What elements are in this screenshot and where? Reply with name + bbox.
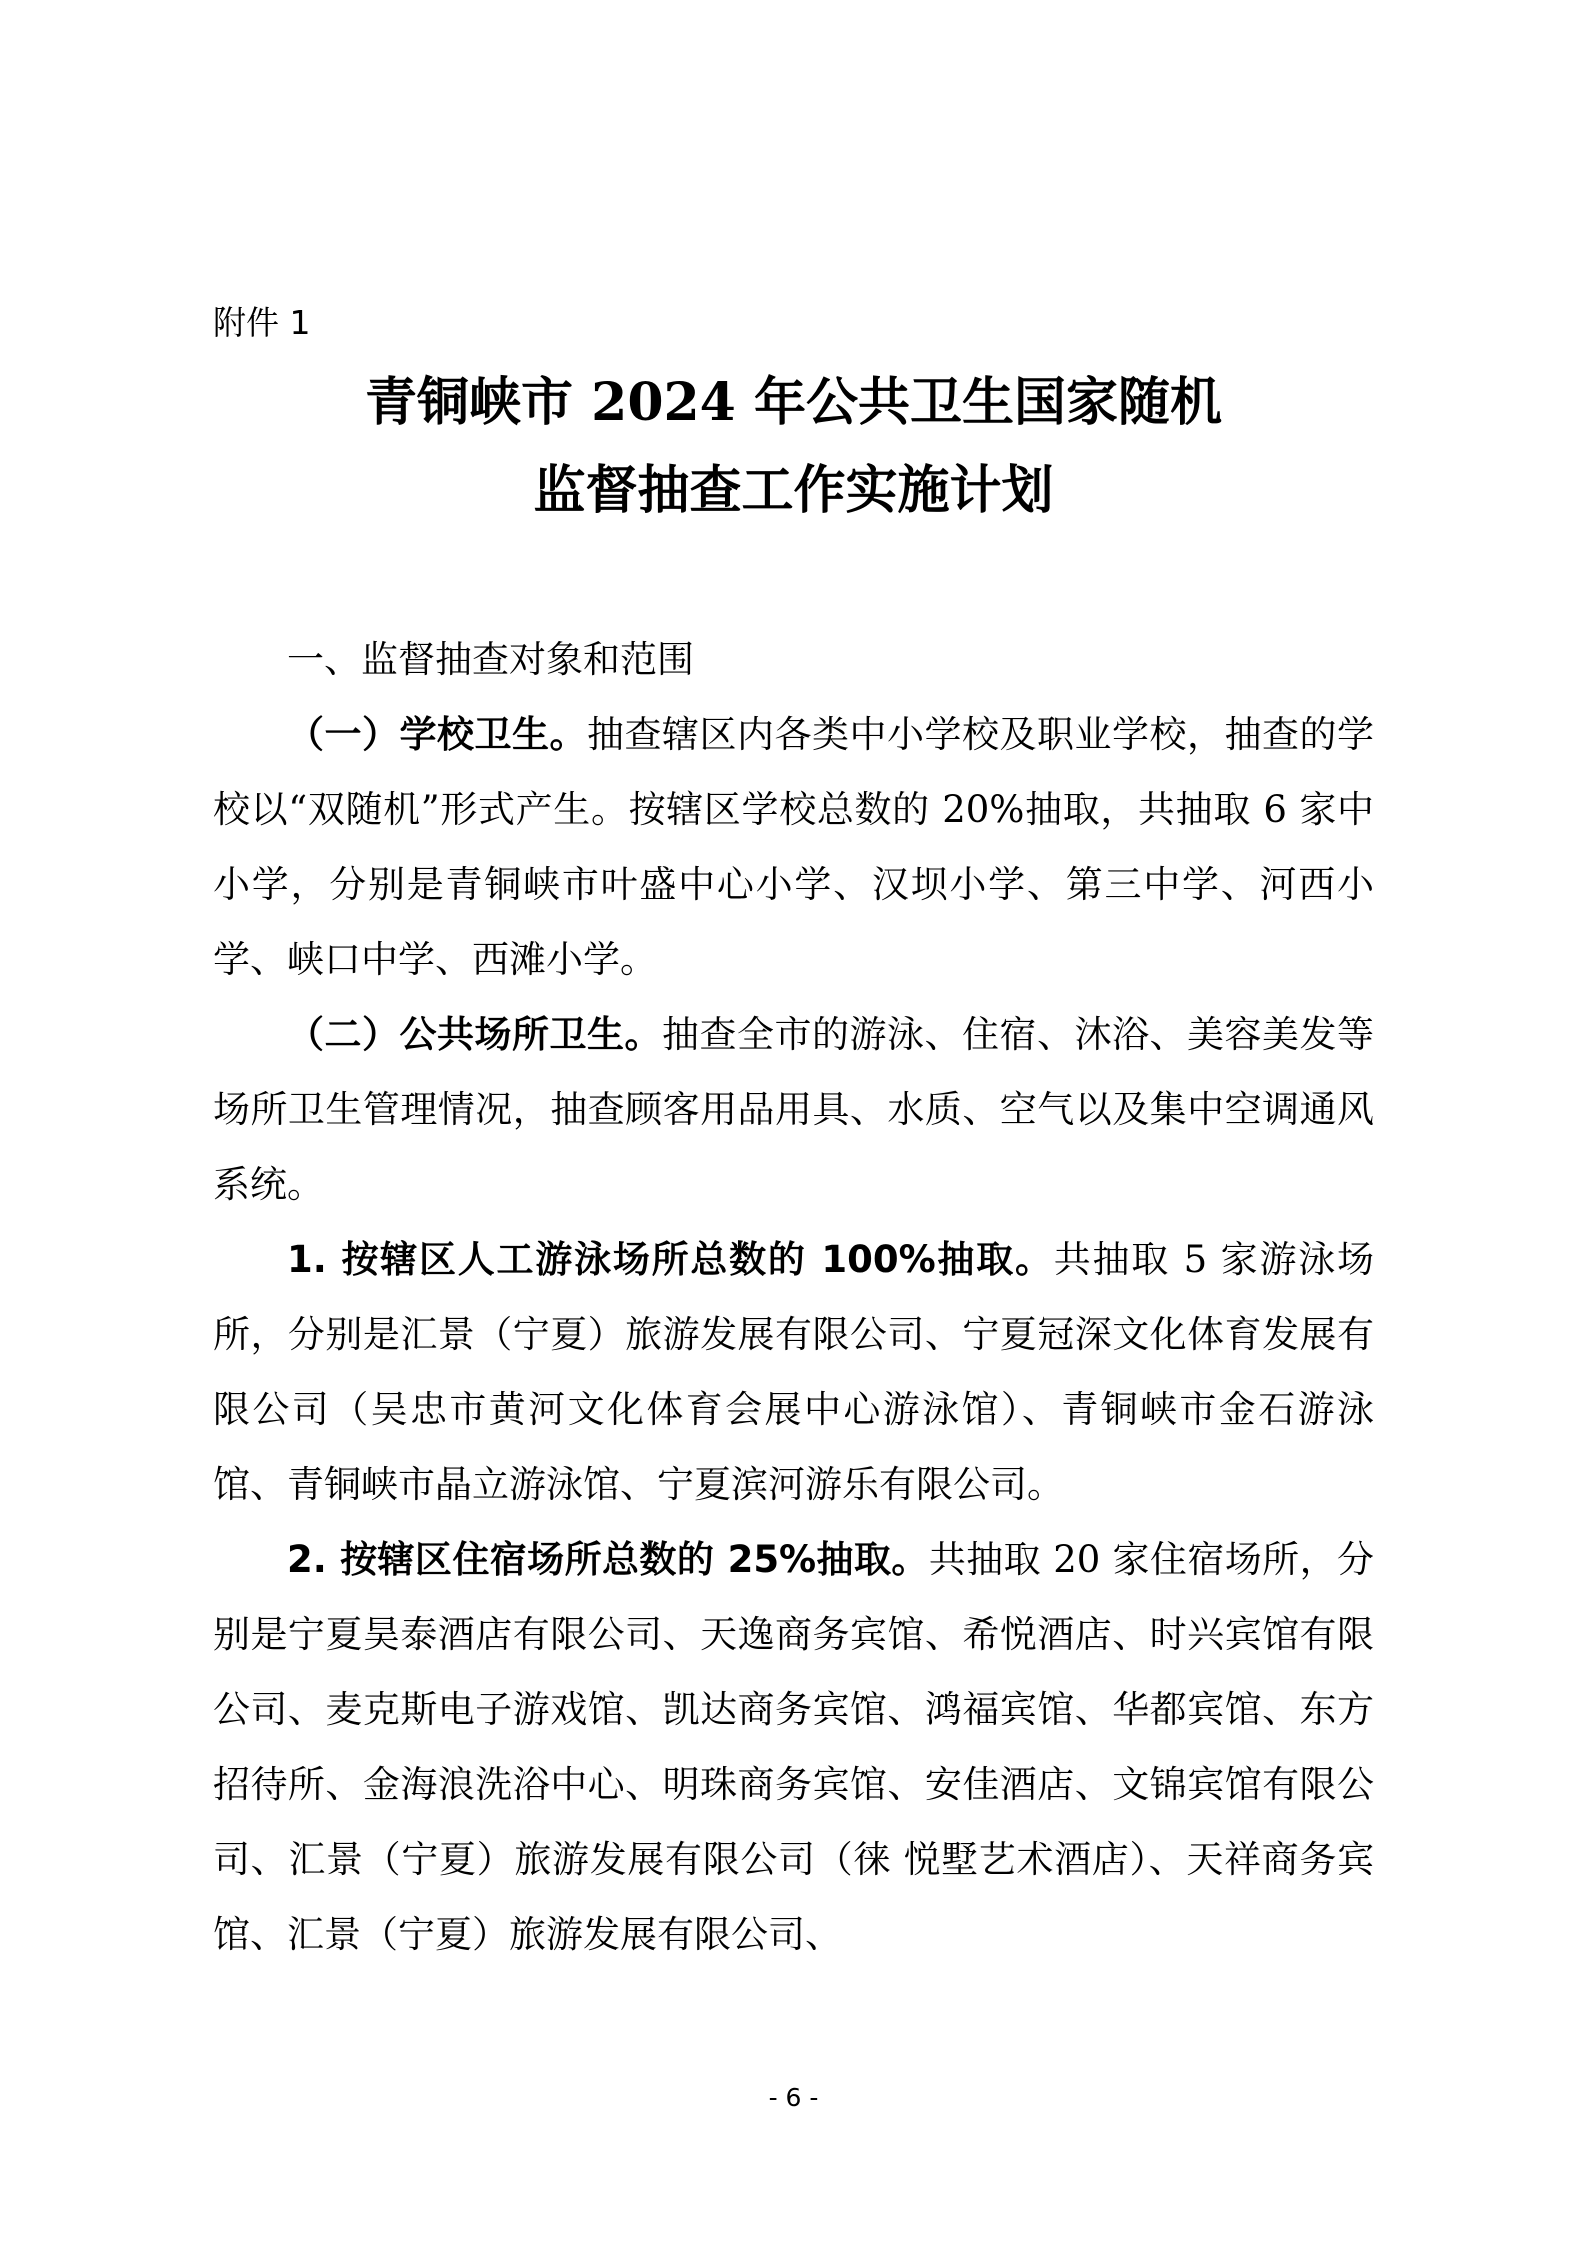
page-number: - 6 - xyxy=(768,2083,819,2112)
paragraph-label: （一）学校卫生。 xyxy=(287,713,587,756)
paragraph-text: 共抽取 5 家游泳场所，分别是汇景（宁夏）旅游发展有限公司、宁夏冠深文化体育发展有限公司（吴忠市黄河文化体育会展中心游泳馆）、青铜峡市金石游泳馆、青铜峡市晶立游泳馆、宁夏滨河游乐有限公司。 xyxy=(213,1238,1374,1506)
paragraph-label: （二）公共场所卫生。 xyxy=(287,1013,662,1056)
paragraph-label: 2. 按辖区住宿场所总数的 25%抽取。 xyxy=(287,1538,929,1581)
document-title-line-2: 监督抽查工作实施计划 xyxy=(533,460,1054,521)
paragraph-lodging-venues xyxy=(213,1522,1374,1972)
paragraph-swimming-venues xyxy=(213,1222,1374,1522)
paragraph-label: 1. 按辖区人工游泳场所总数的 100%抽取。 xyxy=(287,1238,1054,1281)
paragraph-school-hygiene xyxy=(213,697,1374,997)
document-body xyxy=(213,622,1374,1972)
paragraph-text: 抽查辖区内各类中小学校及职业学校，抽查的学校以“双随机”形式产生。按辖区学校总数的 20%抽取，共抽取 6 家中小学，分别是青铜峡市叶盛中心小学、汉坝小学、第三中学、河西小学、峡口中学、西滩小学。 xyxy=(213,713,1374,981)
paragraph-text: 抽查全市的游泳、住宿、沐浴、美容美发等场所卫生管理情况，抽查顾客用品用具、水质、空气以及集中空调通风系统。 xyxy=(213,1013,1374,1206)
document-title-line-1: 青铜峡市 2024 年公共卫生国家随机 xyxy=(365,372,1222,433)
section-heading: 一、监督抽查对象和范围 xyxy=(287,638,694,681)
paragraph-text: 共抽取 20 家住宿场所，分别是宁夏昊泰酒店有限公司、天逸商务宾馆、希悦酒店、时兴宾馆有限公司、麦克斯电子游戏馆、凯达商务宾馆、鸿福宾馆、华都宾馆、东方招待所、金海浪洗浴中心、明珠商务宾馆、安佳酒店、文锦宾馆有限公司、汇景（宁夏）旅游发展有限公司（徕 悦墅艺术酒店）、天祥商务宾馆、汇景（宁夏）旅游发展有限公司、 xyxy=(213,1538,1375,1956)
attachment-label: 附件 1 xyxy=(213,303,311,342)
paragraph-public-places xyxy=(213,997,1374,1222)
